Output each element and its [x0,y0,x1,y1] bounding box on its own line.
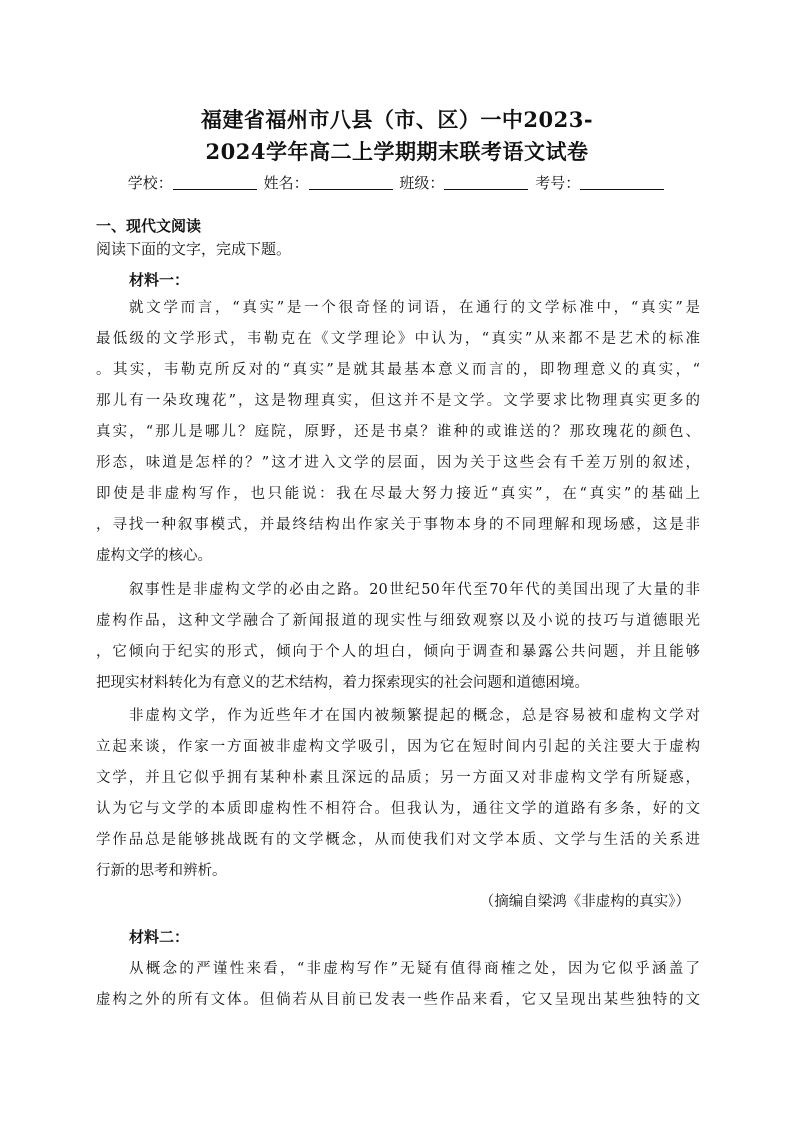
text-line: 行新的思考和辨析。 [96,863,227,879]
text-line: 虚构作品，这种文学融合了新闻报道的现实性与细致观察以及小说的技巧与道德眼光 [96,613,700,629]
text-line: 形态，味道是怎样的？”这才进入文学的层面，因为关于这些会有千差万别的叙述， [96,455,700,471]
exam-title-line-1: 福建省福州市八县（市、区）一中2023- [200,107,594,132]
text-line: 真实，“那儿是哪儿？庭院，原野，还是书桌？谁种的或谁送的？那玫瑰花的颜色、 [96,424,700,440]
text-line: 就文学而言，“真实”是一个很奇怪的词语，在通行的文学标准中，“真实”是 [129,300,700,316]
exam-number-label: 考号： [535,174,581,192]
name-label: 姓名： [263,174,309,192]
text-line: 学作品总是能够挑战既有的文学概念，从而使我们对文学本质、文学与生活的关系进 [96,832,700,848]
text-line: 虚构之外的所有文体。但倘若从目前已发表一些作品来看，它又呈现出某些独特的文 [96,992,700,1008]
text-line: 文学，并且它似乎拥有某种朴素且深远的品质；另一方面又对非虚构文学有所疑惑， [96,770,700,786]
text-line: 最低级的文学形式，韦勒克在《文学理论》中认为，“真实”从来都不是艺术的标准 [96,331,700,347]
text-line: 非虚构文学，作为近些年才在国内被频繁提起的概念，总是容易被和虚构文学对 [129,708,700,724]
name-blank[interactable] [309,175,393,190]
text-line: 认为它与文学的本质即虚构性不相符合。但我认为，通往文学的道路有多条，好的文 [96,801,700,817]
text-line: ，寻找一种叙事模式，并最终结构出作家关于事物本身的不同理解和现场感，这是非 [96,517,700,533]
exam-number-blank[interactable] [580,175,664,190]
text-line: 叙事性是非虚构文学的必由之路。20世纪50年代至70年代的美国出现了大量的非 [129,582,700,598]
text-line: 。其实，韦勒克所反对的“真实”是就其最基本意义而言的，即物理意义的真实，“ [96,362,700,378]
class-blank[interactable] [444,175,528,190]
text-line: 那儿有一朵玫瑰花”，这是物理真实，但这并不是文学。文学要求比物理真实更多的 [96,393,700,409]
section-heading: 一、现代文阅读 [96,217,202,235]
school-blank[interactable] [173,175,257,190]
material-one-paragraph-2 [96,575,700,699]
exam-title-line-2: 2024学年高二上学期期末联考语文试卷 [205,139,589,164]
text-line: 立起来谈，作家一方面被非虚构文学吸引，因为它在短时间内引起的关注要大于虚构 [96,739,700,755]
section-instruction: 阅读下面的文字，完成下题。 [96,240,292,258]
text-line: 从概念的严谨性来看，“非虚构写作”无疑有值得商榷之处，因为它似乎涵盖了 [129,961,700,977]
material-two-paragraph-1 [96,954,700,1016]
text-line: 即使是非虚构写作，也只能说：我在尽最大努力接近“真实”，在“真实”的基础上 [96,486,700,502]
material-one-source: （摘编自梁鸿《非虚构的真实》） [479,894,690,910]
material-one-paragraph-1 [96,293,700,572]
text-line: 虚构文学的核心。 [96,548,212,564]
text-line: ，它倾向于纪实的形式，倾向于个人的坦白，倾向于调查和暴露公共问题，并且能够 [96,644,700,660]
student-info-row [0,172,794,193]
material-one-paragraph-3 [96,701,700,887]
text-line: 把现实材料转化为有意义的艺术结构，着力探索现实的社会问题和道德困境。 [96,675,589,691]
material-two-label: 材料二： [129,928,190,946]
school-label: 学校： [127,174,173,192]
material-one-label: 材料一： [129,271,190,289]
class-label: 班级： [399,174,445,192]
